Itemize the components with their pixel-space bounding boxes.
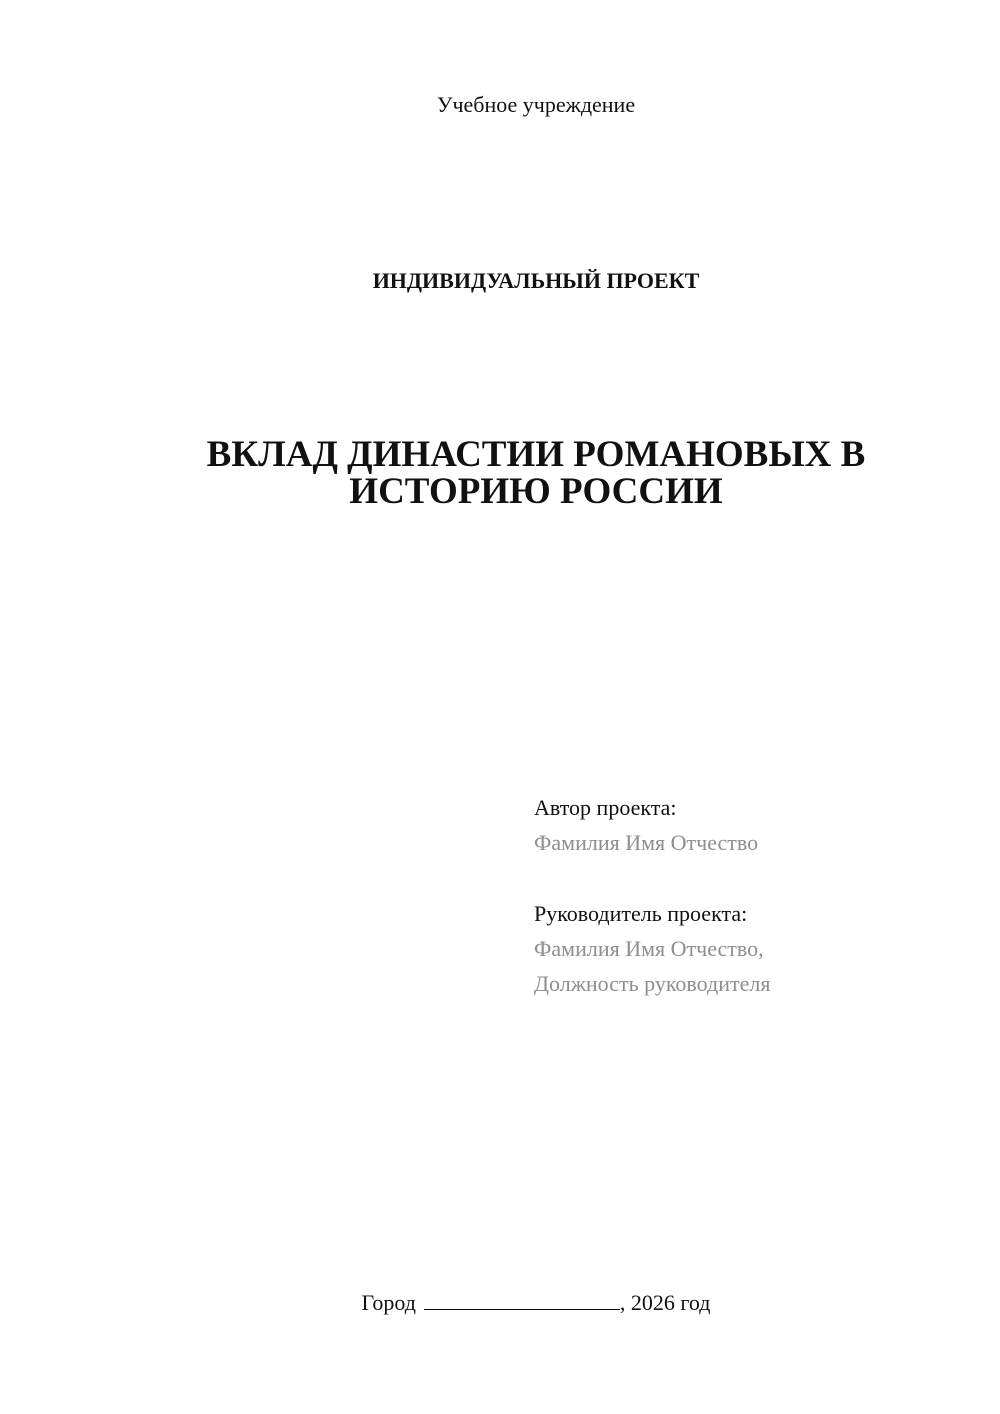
year-text: , 2026 год (619, 1290, 711, 1315)
project-title-line-1: ВКЛАД ДИНАСТИИ РОМАНОВЫХ В (206, 434, 866, 475)
author-label: Автор проекта: (534, 795, 677, 820)
credits-spacer (534, 860, 974, 896)
document-type: ИНДИВИДУАЛЬНЫЙ ПРОЕКТ (372, 268, 700, 293)
credits-block (534, 790, 974, 1001)
supervisor-position: Должность руководителя (534, 971, 771, 996)
city-blank-underline (424, 1291, 620, 1310)
city-year-line (0, 1290, 1000, 1316)
project-title-line-2: ИСТОРИЮ РОССИИ (349, 471, 723, 512)
institution-name: Учебное учреждение (436, 92, 636, 117)
supervisor-name: Фамилия Имя Отчество, (534, 936, 764, 961)
project-title (0, 436, 1000, 510)
city-label: Город (361, 1290, 416, 1315)
author-name: Фамилия Имя Отчество (534, 830, 759, 855)
supervisor-label: Руководитель проекта: (534, 901, 748, 926)
